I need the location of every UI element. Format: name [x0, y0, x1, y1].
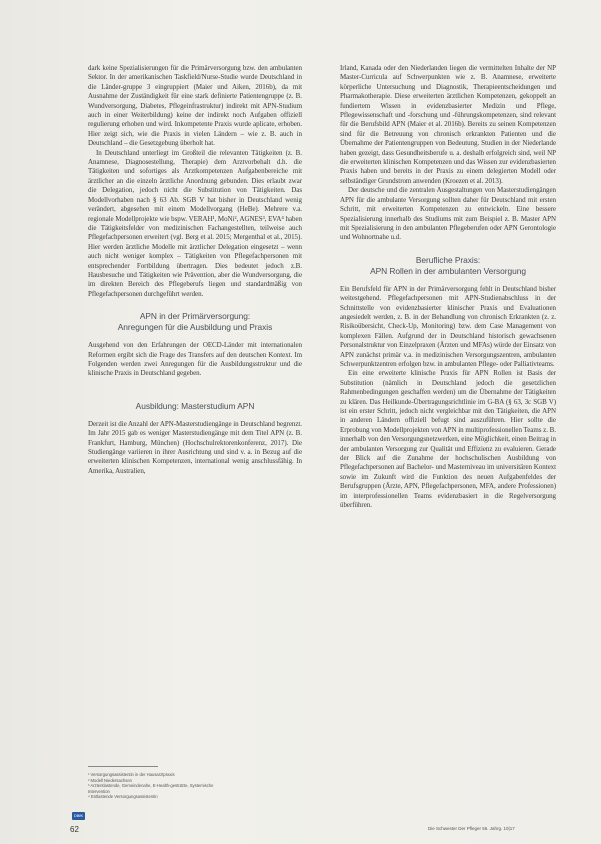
- body-paragraph: Ein Berufsfeld für APN in der Primärversorgung fehlt in Deutschland bisher weitestgehend. Pflegefachpersonen mit APN-Studienabschluss in der Schnittstelle von evidenzbasierter klinischer Praxis und Evaluationen angesiedelt werden, z. B. in der Behandlung von chronisch Erkrankten (z. z. Risikoübersicht, Check-Up, Monitoring) bzw. dem Case Management von komplexen Fällen. Aufgrund der in Deutschland historisch gewachsenen Personalstruktur von Einzelpraxen (Ärzten und MFAs) würde der Einsatz von APN zunächst primär v.a. in medizinischen Versorgungszentren, ambulanten Schwerpunktzentren erfolgen bzw. in ambulanten Pflege- oder Palliativteams.: [340, 284, 556, 368]
- body-paragraph: In Deutschland unterliegt im Großteil die relevanten Tätigkeiten (z. B. Anamnese, Diagnosestellung, Therapie) dem Arztvorbehalt d.h. die Tätigkeiten und sofortiges als Arztkompetenzen Aufgabenbereiche mit ärztlicher an die einzeln ärztliche Anordnung gebunden. Dies erlaubt zwar die Delegation, jedoch nicht die Substitution von Tätigkeiten. Das Modellvorhaben nach § 63 Ab. SGB V hat bisher in Deutschland wenig verändert, abgesehen mit einem Modellvorgang (HeBe). Mehrere v.a. regionale Modellprojekte wie bspw. VERAH¹, MoNi², AGNES³, EVA⁴ haben die Tätigkeitsfelder von medizinischen Fachangestellten, teilweise auch Pflegefachpersonen erweitert (vgl. Berg et al. 2015; Mergenthal et al., 2015). Hier werden ärztliche Modelle mit ärztlicher Delegation eingesetzt – wenn auch nicht weniger komplex – Tätigkeiten von Pflegefachpersonen mit entsprechender Fortbildung übertragen. Dies bedeutet jedoch z.B. Hausbesuche und Tätigkeiten wie Prävention, aber die Wundversorgung, die im direkten Bereich des Pflegeberufs liegen und standardmäßig von Pflegefachpersonen durchgeführt werden.: [88, 148, 302, 298]
- right-column: [340, 64, 556, 510]
- body-paragraph: Ausgehend von den Erfahrungen der OECD-Länder mit internationalen Reformen ergibt sich die Frage des Transfers auf den deutschen Kontext. Im Folgenden werden zwei Anregungen für die Ausbildungsstruktur und die klinische Praxis in Deutschland gegeben.: [88, 341, 302, 378]
- section-heading-line: Anregungen für die Ausbildung und Praxis: [117, 322, 273, 333]
- footnote: ¹ Versorgungsassistentin in der Hausarztpraxis: [88, 772, 175, 777]
- body-paragraph: Irland, Kanada oder den Niederlanden liegen die vermittelten Inhalte der NP Master-Curricula auf Schwerpunkten wie z. B. Anamnese, erweiterte körperliche Untersuchung und Diagnostik, Therapieentscheidungen und Pharmakotherapie. Diese erweiterten ärztlichen Kompetenzen, gekoppelt an fundiertem Wissen in evidenzbasierter Medizin und Pflege, Pflegewissenschaft und -forschung und -führungskompetenzen, sind relevant für die Berufsbild APN (Maier et al. 2016b). Bereits zu seinen Kompetenzen sind für die Betreuung von chronisch erkrankten Patienten und die Übernahme der Patientengruppen von Bedeutung. Studien in der Niederlande haben gezeigt, dass Gesundheitsberufe u. a. deshalb erfolgreich sind, weil NP die erweiterten klinischen Kompetenzen und das Wissen zur evidenzbasierten Praxis haben und bereits in der Praxis zu einem delegierten Modell oder selbständiger Grundstrom anwenden (Kroezen et al. 2013).: [340, 64, 556, 185]
- body-paragraph: Der deutsche und die zentralen Ausgestaltungen von Masterstudiengängen APN für die ambulante Versorgung sollten daher für Deutschland mit ersten Schritt, mit erweiterten Kompetenzen zu entwickeln. Eine bessere Spezialisierung innerhalb des Studiums mit zum Beispiel z. B. Master APN mit Spezialisierung in den ambulanten Pflegeberufen oder APN Gerontologie und Wohnortnahe u.d.: [340, 186, 556, 242]
- page-number: 62: [70, 825, 79, 834]
- section-heading-line: Berufliche Praxis:: [415, 254, 481, 265]
- section-heading: [88, 311, 302, 333]
- body-paragraph: dark keine Spezialisierungen für die Primärversorgung bzw. den ambulanten Sektor. In der amerikanischen Taskfield/Nurse-Studie wurde Deutschland in die Länder-gruppe 3 eingruppiert (Maier und Aiken, 2016b), da mit Ausnahme der Zuständigkeit für eine stark definierte Patientengruppe (z. B. Wundversorgung, Diabetes, Pflegeinfrastruktur) indirekt mit APN-Studium auch in einer Weiterbildung) keine der indirekt noch Aufgaben offiziell regulierung erhoben und wird. Inkompetente Praxis wurde aplicate, erhoben. Hier zeigt sich, wie die Praxis in vielen Ländern – wie z. B. auch in Deutschland – die Gesetzgebung überholt hat.: [88, 64, 302, 148]
- footnotes: [88, 772, 228, 800]
- running-footer: Die Schwester Der Pfleger 56. Jahrg. 10|17: [428, 826, 515, 831]
- footnote: ² Modell Niedersachsen: [88, 777, 132, 783]
- body-paragraph: Derzeit ist die Anzahl der APN-Masterstudiengänge in Deutschland begrenzt. Im Jahr 2015 gab es weniger Masterstudiengänge mit dem Titel APN (z. B. Frankfurt, Hamburg, München) (Hochschulrektorenkonferenz, 2017). Die Studiengänge variieren in ihrer Ausrichtung und sind v. a. in Bezug auf die erweiterten klinischen Kompetenzen, international wenig anschlussfähig. In Amerika, Australien,: [88, 419, 302, 475]
- footnote-rule: [88, 766, 158, 767]
- footnote: ⁴ Entlastende Versorgungsassistentin: [88, 794, 158, 800]
- section-heading: [340, 255, 556, 277]
- publisher-logo: DBfK: [73, 813, 84, 818]
- footnote: ³ Arztentlastende, Gemeindenahe, E-Health-gestützte, Systemische Intervention: [88, 783, 214, 794]
- section-heading-line: APN Rollen in der ambulanten Versorgung: [370, 265, 526, 276]
- body-paragraph: Ein eine erweiterte klinische Praxis für APN Rollen ist Basis der Substitution (nämlich in Deutschland jedoch die gesetzlichen Rahmenbedingungen geschaffen werden) um die Übernahme der Tätigkeiten zu klären. Das Heilkunde-Übertragungsrichtlinie im G-BA (§ 63, 3c SGB V) ist ein erster Schritt, jedoch nicht vergleichbar mit den Tätigkeiten, die APN in anderen Ländern offiziell befugt sind auszuführen. Hier sollte die Erprobung von Modellprojekten von APN in multiprofessionellen Teams z. B. innerhalb von den Versorgungsnetzwerken, eine Möglichkeit, einen Beitrag in der ambulanten Versorgung zur Qualität und Effizienz zu evaluieren. Gerade der Blick auf die Zunahme der hochschulischen Ausbildung von Pflegefachpersonen auf Bachelor- und Masterniveau im universitären Kontext sowie im Zukunft wird die Funktion des neuen Aufgabenfeldes der Berufsgruppen (Ärzte, APN, Pflegefachpersonen, MFA, andere Professionen) im interprofessionellen Teams evidenzbasiert in die Regelversorgung überführen.: [340, 369, 556, 510]
- section-heading-line: Ausbildung: Masterstudium APN: [135, 400, 255, 411]
- left-column: [88, 64, 302, 476]
- section-heading: [88, 401, 302, 412]
- section-heading-line: APN in der Primärversorgung:: [139, 311, 251, 322]
